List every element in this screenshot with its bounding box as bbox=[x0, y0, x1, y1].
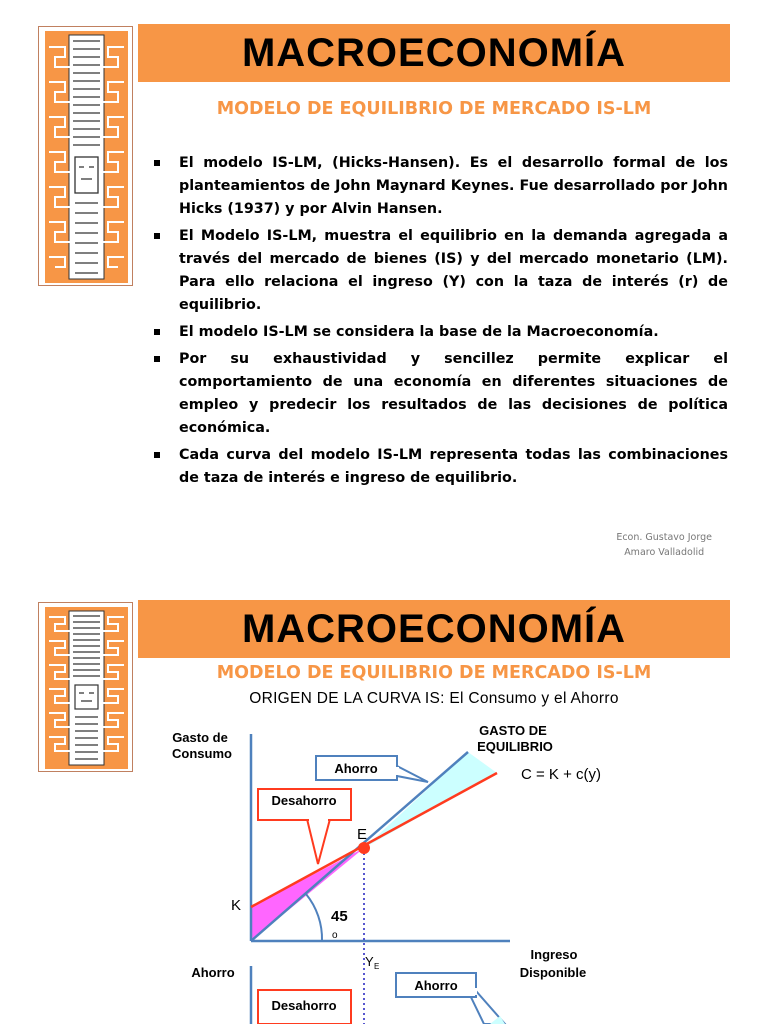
bullet-square-icon bbox=[154, 233, 160, 239]
diagram-heading: ORIGEN DE LA CURVA IS: El Consumo y el Ahorro bbox=[249, 690, 619, 707]
angle-arc bbox=[306, 894, 322, 941]
slide-subtitle: MODELO DE EQUILIBRIO DE MERCADO IS-LM bbox=[216, 663, 652, 683]
bullet-item: Por su exhaustividad y sencillez permite explicar el comportamiento de una economía en diferentes situaciones de empleo y predecir los resultados de las decisiones de política económica. bbox=[150, 348, 728, 440]
bullet-square-icon bbox=[154, 160, 160, 166]
intercept-label: K bbox=[231, 897, 242, 914]
equilibrium-label-2: EQUILIBRIO bbox=[477, 739, 553, 754]
slide-2 bbox=[0, 576, 768, 1024]
y-axis-label-1: Gasto de bbox=[172, 730, 228, 745]
slide-subtitle: MODELO DE EQUILIBRIO DE MERCADO IS-LM bbox=[216, 99, 652, 119]
slide-title: MACROECONOMÍA bbox=[241, 606, 627, 651]
equilibrium-point-label: E bbox=[357, 826, 368, 843]
bullet-item: El modelo IS-LM se considera la base de la Macroeconomía. bbox=[150, 321, 728, 344]
bullet-item: Cada curva del modelo IS-LM representa todas las combinaciones de taza de interés e ingreso de equilibrio. bbox=[150, 444, 728, 490]
lower-axis-label: Ahorro bbox=[191, 965, 235, 980]
bullet-square-icon bbox=[154, 452, 160, 458]
lower-savings-callout bbox=[396, 973, 505, 1024]
income-label: Y bbox=[365, 954, 374, 969]
angle-unit-label: o bbox=[332, 930, 338, 941]
andean-stela-logo bbox=[38, 26, 133, 286]
bullet-square-icon bbox=[154, 356, 160, 362]
x-axis-label-1: Ingreso bbox=[530, 947, 578, 962]
lower-dissavings-callout bbox=[258, 990, 351, 1024]
angle-value-label: 45 bbox=[331, 908, 348, 925]
author-line-1: Econ. Gustavo Jorge bbox=[616, 532, 712, 543]
title-bar bbox=[138, 24, 730, 82]
author-line-2: Amaro Valladolid bbox=[624, 547, 705, 558]
income-subscript: E bbox=[374, 962, 380, 971]
savings-callout bbox=[316, 756, 428, 782]
lower-dissavings-callout-label: Desahorro bbox=[271, 998, 337, 1013]
consumption-function-label: C = K + c(y) bbox=[521, 766, 602, 783]
savings-callout-label: Ahorro bbox=[334, 761, 378, 776]
y-axis-label-2: Consumo bbox=[172, 746, 232, 761]
bullet-list bbox=[150, 152, 728, 494]
x-axis-label-2: Disponible bbox=[519, 965, 587, 980]
bullet-item: El Modelo IS-LM, muestra el equilibrio en la demanda agregada a través del mercado de bienes (IS) y del mercado monetario (LM). Para ello relaciona el ingreso (Y) con la taza de interés (r) de equilibrio. bbox=[150, 225, 728, 317]
equilibrium-point bbox=[358, 842, 370, 854]
consumption-savings-diagram bbox=[0, 576, 768, 1024]
slide-title: MACROECONOMÍA bbox=[241, 30, 627, 75]
author-credit bbox=[616, 530, 712, 560]
lower-savings-callout-label: Ahorro bbox=[414, 978, 458, 993]
equilibrium-label-1: GASTO DE bbox=[479, 723, 547, 738]
dissavings-callout-label: Desahorro bbox=[271, 793, 337, 808]
bullet-item: El modelo IS-LM, (Hicks-Hansen). Es el desarrollo formal de los planteamientos de John Maynard Keynes. Fue desarrollado por John Hicks (1937) y por Alvin Hansen. bbox=[150, 152, 728, 221]
dissavings-callout bbox=[258, 789, 351, 864]
bullet-square-icon bbox=[154, 329, 160, 335]
